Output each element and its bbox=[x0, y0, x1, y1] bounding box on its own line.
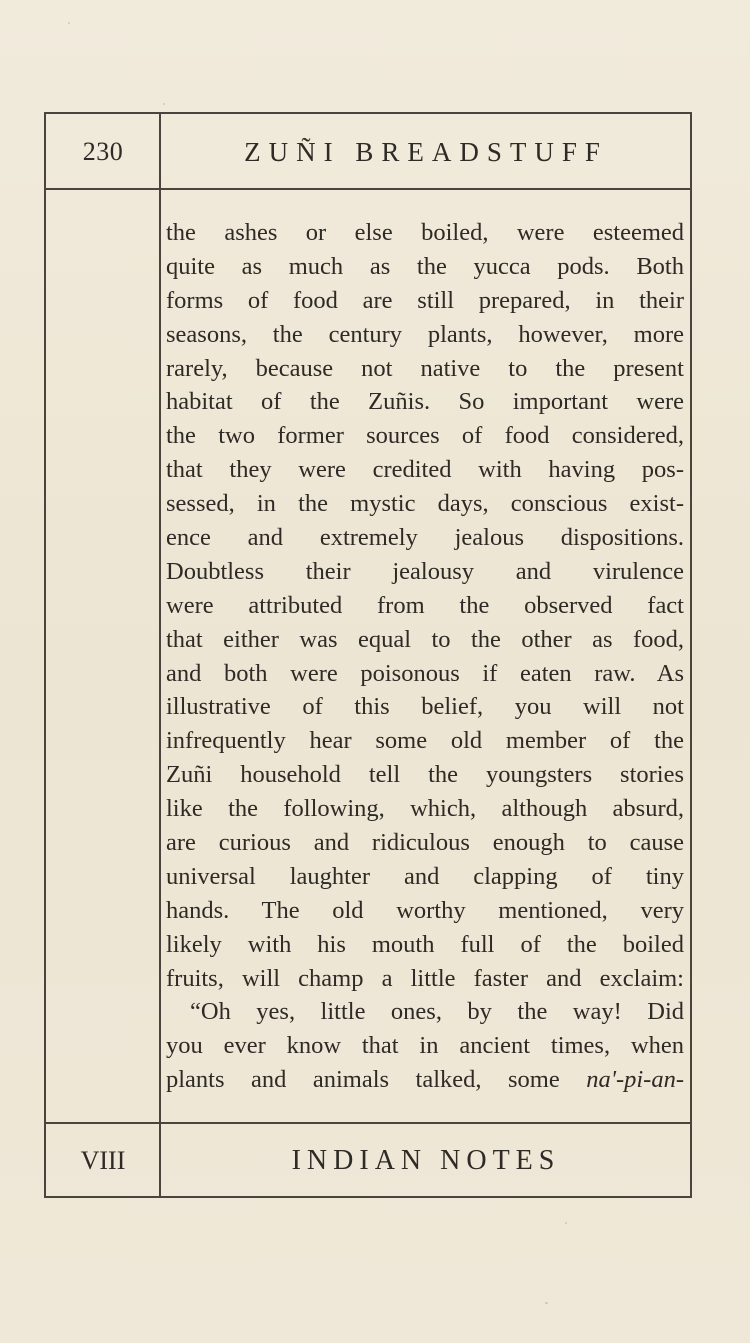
margin-rule bbox=[159, 114, 161, 1196]
page-number: 230 bbox=[82, 137, 124, 166]
last-text-line bbox=[166, 1063, 684, 1097]
last-line-prefix: plants and animals talked, some bbox=[166, 1066, 560, 1094]
series-title: INDIAN NOTES bbox=[291, 1145, 561, 1176]
text-line: were attributed from the observed fact bbox=[166, 591, 684, 619]
paper-speck bbox=[565, 1222, 567, 1224]
text-line: the ashes or else boiled, were esteemed bbox=[166, 219, 684, 246]
text-line: likely with his mouth full of the boiled bbox=[166, 930, 684, 958]
text-line: rarely, because not native to the present bbox=[166, 354, 684, 382]
paper-speck bbox=[68, 22, 70, 24]
text-line: you ever know that in ancient times, when bbox=[166, 1032, 684, 1060]
text-line: seasons, the century plants, however, more bbox=[166, 320, 684, 348]
text-line: ence and extremely jealous dispositions. bbox=[166, 524, 684, 552]
paper-speck bbox=[163, 103, 165, 105]
text-line: “Oh yes, little ones, by the way! Did bbox=[190, 998, 684, 1026]
italic-term: na'-pi-an- bbox=[586, 1066, 684, 1094]
text-line: are curious and ridiculous enough to cause bbox=[166, 829, 684, 857]
text-line: fruits, will champ a little faster and exclaim: bbox=[166, 964, 684, 992]
body-text bbox=[166, 216, 684, 1097]
text-line: infrequently hear some old member of the bbox=[166, 727, 684, 755]
page-frame bbox=[44, 112, 692, 1198]
text-line: quite as much as the yucca pods. Both bbox=[166, 252, 684, 280]
text-line: that either was equal to the other as food, bbox=[166, 625, 684, 653]
text-line: forms of food are still prepared, in their bbox=[166, 286, 684, 314]
chapter-number: VIII bbox=[80, 1146, 126, 1175]
text-line: the two former sources of food considered, bbox=[166, 422, 684, 450]
text-line: Zuñi household tell the youngsters stories bbox=[166, 761, 684, 789]
text-line: hands. The old worthy mentioned, very bbox=[166, 896, 684, 924]
text-line: and both were poisonous if eaten raw. As bbox=[166, 659, 684, 687]
running-title: ZUÑI BREADSTUFF bbox=[244, 136, 608, 167]
text-line: universal laughter and clapping of tiny bbox=[166, 862, 684, 890]
text-line: that they were credited with having pos- bbox=[166, 456, 684, 484]
text-line: illustrative of this belief, you will not bbox=[166, 693, 684, 721]
paper-speck bbox=[545, 1302, 548, 1304]
text-line: like the following, which, although absurd, bbox=[166, 795, 684, 823]
text-line: sessed, in the mystic days, conscious exist- bbox=[166, 490, 684, 518]
text-line: habitat of the Zuñis. So important were bbox=[166, 388, 684, 416]
text-line: Doubtless their jealousy and virulence bbox=[166, 557, 684, 585]
